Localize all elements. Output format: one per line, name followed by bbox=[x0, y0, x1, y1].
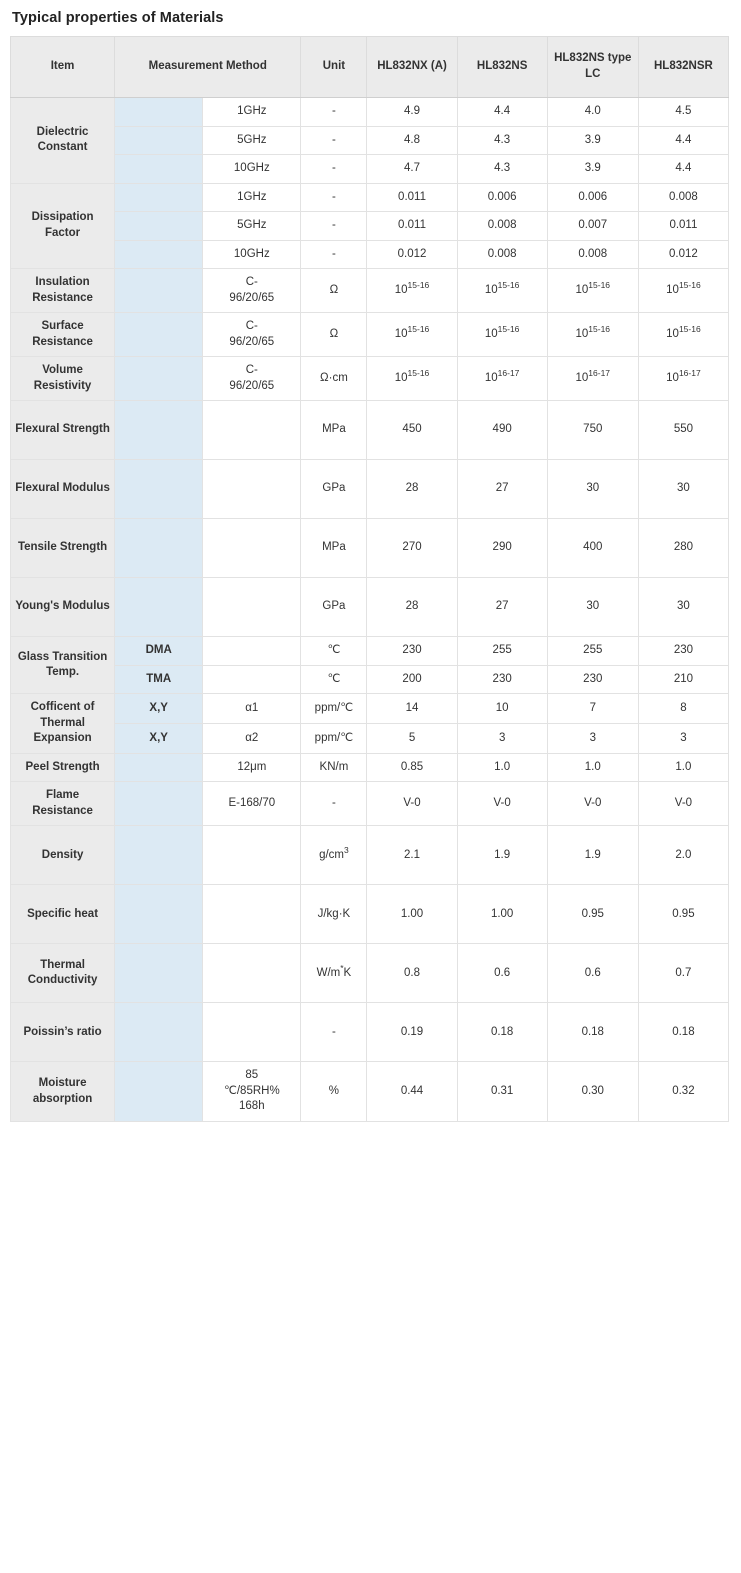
method-condition: 10GHz bbox=[203, 155, 301, 184]
table-row bbox=[11, 269, 729, 313]
method-sub-empty bbox=[115, 826, 203, 885]
value-cell: 30 bbox=[638, 578, 728, 637]
method-condition: 1GHz bbox=[203, 98, 301, 127]
row-header-item: Dissipation Factor bbox=[11, 183, 115, 269]
row-header-item: Dielectric Constant bbox=[11, 98, 115, 184]
value-cell: 0.008 bbox=[638, 183, 728, 212]
row-header-item: Flame Resistance bbox=[11, 782, 115, 826]
unit-cell: GPa bbox=[301, 578, 367, 637]
method-condition bbox=[203, 578, 301, 637]
method-condition: 12μm bbox=[203, 753, 301, 782]
table-row bbox=[11, 98, 729, 127]
row-header-item: Poissin’s ratio bbox=[11, 1003, 115, 1062]
value-cell: 27 bbox=[457, 578, 547, 637]
table-row bbox=[11, 782, 729, 826]
value-cell: 0.006 bbox=[457, 183, 547, 212]
method-sub-empty bbox=[115, 401, 203, 460]
table-row bbox=[11, 578, 729, 637]
value-cell: 4.3 bbox=[457, 126, 547, 155]
value-cell: 10$^{16-17}$ bbox=[457, 357, 547, 401]
method-condition bbox=[203, 1003, 301, 1062]
row-header-item: Peel Strength bbox=[11, 753, 115, 782]
value-cell: V-0 bbox=[457, 782, 547, 826]
unit-cell: - bbox=[301, 183, 367, 212]
table-row bbox=[11, 637, 729, 666]
value-cell: 3 bbox=[547, 723, 638, 753]
method-sub-empty bbox=[115, 578, 203, 637]
column-header-hl832nsr: HL832NSR bbox=[638, 37, 728, 98]
method-sub-empty bbox=[115, 240, 203, 269]
table-row bbox=[11, 885, 729, 944]
method-sub-empty bbox=[115, 98, 203, 127]
method-condition: C- 96/20/65 bbox=[203, 313, 301, 357]
value-cell: 0.30 bbox=[547, 1062, 638, 1122]
value-cell: 230 bbox=[457, 665, 547, 694]
value-cell: 400 bbox=[547, 519, 638, 578]
column-header-hl832ns-type-lc: HL832NS type LC bbox=[547, 37, 638, 98]
method-sub-empty bbox=[115, 519, 203, 578]
value-cell: 0.31 bbox=[457, 1062, 547, 1122]
table-row bbox=[11, 519, 729, 578]
value-cell: 0.007 bbox=[547, 212, 638, 241]
value-cell: 10$^{15-16}$ bbox=[547, 313, 638, 357]
method-condition: 85 ℃/85RH% 168h bbox=[203, 1062, 301, 1122]
value-cell: 4.8 bbox=[367, 126, 457, 155]
table-row bbox=[11, 240, 729, 269]
value-cell: 290 bbox=[457, 519, 547, 578]
value-cell: 28 bbox=[367, 460, 457, 519]
column-header-measurement-method: Measurement Method bbox=[115, 37, 301, 98]
table-row bbox=[11, 357, 729, 401]
value-cell: 270 bbox=[367, 519, 457, 578]
value-cell: 0.44 bbox=[367, 1062, 457, 1122]
row-header-item: Tensile Strength bbox=[11, 519, 115, 578]
table-row bbox=[11, 723, 729, 753]
unit-cell: - bbox=[301, 155, 367, 184]
row-header-item: Insulation Resistance bbox=[11, 269, 115, 313]
row-header-item: Thermal Conductivity bbox=[11, 944, 115, 1003]
value-cell: 0.32 bbox=[638, 1062, 728, 1122]
method-condition bbox=[203, 944, 301, 1003]
value-cell: 14 bbox=[367, 694, 457, 724]
value-cell: 0.011 bbox=[367, 212, 457, 241]
method-sub-label: X,Y bbox=[115, 723, 203, 753]
method-condition bbox=[203, 460, 301, 519]
value-cell: 550 bbox=[638, 401, 728, 460]
unit-cell: - bbox=[301, 240, 367, 269]
value-cell: 1.00 bbox=[457, 885, 547, 944]
unit-cell: MPa bbox=[301, 519, 367, 578]
value-cell: 255 bbox=[547, 637, 638, 666]
value-cell: 1.00 bbox=[367, 885, 457, 944]
value-cell: 1.0 bbox=[547, 753, 638, 782]
table-row bbox=[11, 313, 729, 357]
unit-cell: KN/m bbox=[301, 753, 367, 782]
value-cell: 0.006 bbox=[547, 183, 638, 212]
table-header bbox=[11, 37, 729, 98]
value-cell: 4.3 bbox=[457, 155, 547, 184]
method-sub-empty bbox=[115, 1062, 203, 1122]
value-cell: 8 bbox=[638, 694, 728, 724]
value-cell: 0.012 bbox=[638, 240, 728, 269]
value-cell: 490 bbox=[457, 401, 547, 460]
table-row bbox=[11, 694, 729, 724]
header-row bbox=[11, 37, 729, 98]
row-header-item: Surface Resistance bbox=[11, 313, 115, 357]
value-cell: 255 bbox=[457, 637, 547, 666]
value-cell: 1.0 bbox=[457, 753, 547, 782]
value-cell: 10$^{16-17}$ bbox=[547, 357, 638, 401]
method-condition: E-168/70 bbox=[203, 782, 301, 826]
value-cell: 3 bbox=[457, 723, 547, 753]
row-header-item: Glass Transition Temp. bbox=[11, 637, 115, 694]
method-sub-empty bbox=[115, 155, 203, 184]
row-header-item: Cofficent of Thermal Expansion bbox=[11, 694, 115, 754]
value-cell: 0.008 bbox=[457, 212, 547, 241]
value-cell: 10$^{15-16}$ bbox=[367, 357, 457, 401]
row-header-item: Density bbox=[11, 826, 115, 885]
value-cell: 4.5 bbox=[638, 98, 728, 127]
value-cell: 10 bbox=[457, 694, 547, 724]
value-cell: 0.6 bbox=[457, 944, 547, 1003]
method-sub-empty bbox=[115, 357, 203, 401]
value-cell: 0.18 bbox=[457, 1003, 547, 1062]
value-cell: 450 bbox=[367, 401, 457, 460]
value-cell: 0.012 bbox=[367, 240, 457, 269]
table-row bbox=[11, 183, 729, 212]
method-condition: 10GHz bbox=[203, 240, 301, 269]
value-cell: 4.0 bbox=[547, 98, 638, 127]
unit-cell: - bbox=[301, 1003, 367, 1062]
value-cell: 2.0 bbox=[638, 826, 728, 885]
value-cell: 2.1 bbox=[367, 826, 457, 885]
value-cell: 30 bbox=[547, 578, 638, 637]
method-condition: α2 bbox=[203, 723, 301, 753]
value-cell: 4.7 bbox=[367, 155, 457, 184]
value-cell: V-0 bbox=[367, 782, 457, 826]
method-condition: α1 bbox=[203, 694, 301, 724]
value-cell: 230 bbox=[547, 665, 638, 694]
value-cell: 0.011 bbox=[638, 212, 728, 241]
method-sub-empty bbox=[115, 782, 203, 826]
row-header-item: Moisture absorption bbox=[11, 1062, 115, 1122]
unit-cell: % bbox=[301, 1062, 367, 1122]
unit-cell: ℃ bbox=[301, 637, 367, 666]
row-header-item: Flexural Modulus bbox=[11, 460, 115, 519]
table-row bbox=[11, 753, 729, 782]
value-cell: 10$^{15-16}$ bbox=[457, 269, 547, 313]
method-condition bbox=[203, 519, 301, 578]
value-cell: 0.008 bbox=[547, 240, 638, 269]
method-sub-label: X,Y bbox=[115, 694, 203, 724]
value-cell: 0.011 bbox=[367, 183, 457, 212]
value-cell: 10$^{15-16}$ bbox=[367, 269, 457, 313]
value-cell: 230 bbox=[367, 637, 457, 666]
value-cell: 28 bbox=[367, 578, 457, 637]
row-header-item: Flexural Strength bbox=[11, 401, 115, 460]
method-sub-empty bbox=[115, 753, 203, 782]
unit-cell: - bbox=[301, 212, 367, 241]
value-cell: 0.7 bbox=[638, 944, 728, 1003]
value-cell: 10$^{15-16}$ bbox=[638, 313, 728, 357]
method-condition: 5GHz bbox=[203, 212, 301, 241]
table-row bbox=[11, 1003, 729, 1062]
value-cell: 10$^{15-16}$ bbox=[547, 269, 638, 313]
unit-cell: GPa bbox=[301, 460, 367, 519]
table-row bbox=[11, 665, 729, 694]
value-cell: 4.4 bbox=[457, 98, 547, 127]
method-sub-empty bbox=[115, 885, 203, 944]
value-cell: 0.18 bbox=[547, 1003, 638, 1062]
method-condition bbox=[203, 826, 301, 885]
unit-cell: ppm/℃ bbox=[301, 694, 367, 724]
row-header-item: Volume Resistivity bbox=[11, 357, 115, 401]
value-cell: 200 bbox=[367, 665, 457, 694]
unit-cell: W/m*K bbox=[301, 944, 367, 1003]
column-header-unit: Unit bbox=[301, 37, 367, 98]
value-cell: 1.9 bbox=[547, 826, 638, 885]
value-cell: 0.95 bbox=[547, 885, 638, 944]
method-sub-empty bbox=[115, 212, 203, 241]
value-cell: 4.4 bbox=[638, 155, 728, 184]
method-condition: 5GHz bbox=[203, 126, 301, 155]
value-cell: 750 bbox=[547, 401, 638, 460]
unit-cell: - bbox=[301, 782, 367, 826]
table-row bbox=[11, 126, 729, 155]
typical-properties-table bbox=[10, 36, 729, 1122]
unit-cell: - bbox=[301, 126, 367, 155]
value-cell: 10$^{16-17}$ bbox=[638, 357, 728, 401]
unit-cell: Ω·cm bbox=[301, 357, 367, 401]
unit-cell: J/kg·K bbox=[301, 885, 367, 944]
page-title: Typical properties of Materials bbox=[12, 10, 224, 26]
value-cell: 4.9 bbox=[367, 98, 457, 127]
value-cell: V-0 bbox=[638, 782, 728, 826]
value-cell: 10$^{15-16}$ bbox=[457, 313, 547, 357]
value-cell: 4.4 bbox=[638, 126, 728, 155]
column-header-item: Item bbox=[11, 37, 115, 98]
value-cell: 0.18 bbox=[638, 1003, 728, 1062]
method-condition: 1GHz bbox=[203, 183, 301, 212]
value-cell: 1.0 bbox=[638, 753, 728, 782]
value-cell: V-0 bbox=[547, 782, 638, 826]
value-cell: 0.19 bbox=[367, 1003, 457, 1062]
method-condition bbox=[203, 665, 301, 694]
method-sub-empty bbox=[115, 460, 203, 519]
value-cell: 210 bbox=[638, 665, 728, 694]
value-cell: 0.95 bbox=[638, 885, 728, 944]
unit-cell: Ω bbox=[301, 313, 367, 357]
method-sub-empty bbox=[115, 1003, 203, 1062]
value-cell: 230 bbox=[638, 637, 728, 666]
method-sub-empty bbox=[115, 313, 203, 357]
method-sub-label: TMA bbox=[115, 665, 203, 694]
table-row bbox=[11, 460, 729, 519]
value-cell: 3.9 bbox=[547, 126, 638, 155]
value-cell: 10$^{15-16}$ bbox=[367, 313, 457, 357]
method-condition: C- 96/20/65 bbox=[203, 357, 301, 401]
value-cell: 30 bbox=[547, 460, 638, 519]
method-sub-label: DMA bbox=[115, 637, 203, 666]
column-header-hl832nx-a: HL832NX (A) bbox=[367, 37, 457, 98]
method-sub-empty bbox=[115, 944, 203, 1003]
row-header-item: Young's Modulus bbox=[11, 578, 115, 637]
row-header-item: Specific heat bbox=[11, 885, 115, 944]
method-condition bbox=[203, 885, 301, 944]
value-cell: 280 bbox=[638, 519, 728, 578]
method-condition bbox=[203, 637, 301, 666]
value-cell: 0.6 bbox=[547, 944, 638, 1003]
table-row bbox=[11, 155, 729, 184]
table-body bbox=[11, 98, 729, 1122]
table-row bbox=[11, 212, 729, 241]
value-cell: 5 bbox=[367, 723, 457, 753]
value-cell: 1.9 bbox=[457, 826, 547, 885]
unit-cell: $g/cm^3$ bbox=[301, 826, 367, 885]
value-cell: 0.85 bbox=[367, 753, 457, 782]
unit-cell: - bbox=[301, 98, 367, 127]
value-cell: 3 bbox=[638, 723, 728, 753]
method-sub-empty bbox=[115, 269, 203, 313]
method-sub-empty bbox=[115, 126, 203, 155]
method-condition bbox=[203, 401, 301, 460]
table-row bbox=[11, 1062, 729, 1122]
unit-cell: MPa bbox=[301, 401, 367, 460]
value-cell: 7 bbox=[547, 694, 638, 724]
table-row bbox=[11, 401, 729, 460]
value-cell: 10$^{15-16}$ bbox=[638, 269, 728, 313]
table-row bbox=[11, 944, 729, 1003]
value-cell: 30 bbox=[638, 460, 728, 519]
value-cell: 0.8 bbox=[367, 944, 457, 1003]
value-cell: 3.9 bbox=[547, 155, 638, 184]
method-sub-empty bbox=[115, 183, 203, 212]
value-cell: 0.008 bbox=[457, 240, 547, 269]
unit-cell: ℃ bbox=[301, 665, 367, 694]
unit-cell: ppm/℃ bbox=[301, 723, 367, 753]
column-header-hl832ns: HL832NS bbox=[457, 37, 547, 98]
unit-cell: Ω bbox=[301, 269, 367, 313]
value-cell: 27 bbox=[457, 460, 547, 519]
method-condition: C- 96/20/65 bbox=[203, 269, 301, 313]
table-row bbox=[11, 826, 729, 885]
